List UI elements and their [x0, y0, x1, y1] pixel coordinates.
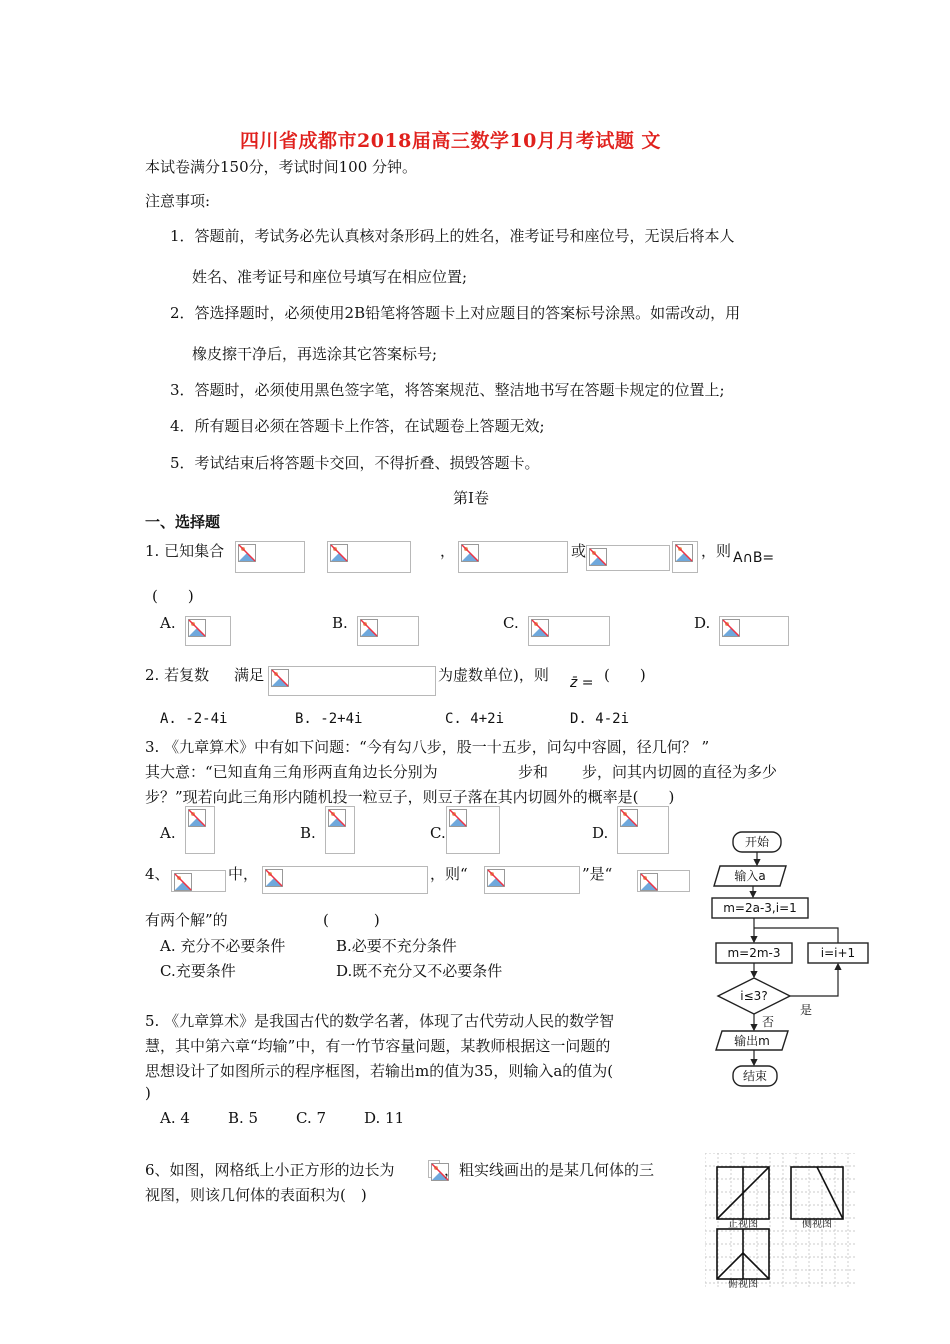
q4-formula-b	[262, 866, 428, 894]
notice-item-1: 1．答题前，考试务必先认真核对条形码上的姓名，准考证号和座位号，无误后将本人	[170, 227, 735, 245]
q1-option-d-label: D.	[694, 614, 711, 632]
q4-formula-a	[171, 870, 226, 892]
broken-image-icon	[640, 873, 658, 891]
q4-lead: 4、	[145, 865, 170, 883]
q5-option-d: D. 11	[364, 1109, 405, 1127]
q5-line-1: 5. 《九章算术》是我国古代的数学名著，体现了古代劳动人民的数学智	[145, 1012, 615, 1030]
q4-line-2: 有两个解”的	[145, 911, 228, 929]
side-view-diagonal	[817, 1167, 843, 1219]
broken-image-icon	[271, 669, 289, 687]
program-flowchart	[708, 828, 874, 1098]
broken-image-icon	[330, 544, 348, 562]
broken-image-icon	[487, 869, 505, 887]
q2-option-c: C. 4+2i	[445, 711, 505, 727]
q1-formula-b	[327, 541, 411, 573]
flow-start-text: 开始	[744, 835, 770, 849]
q1-option-a-formula	[185, 616, 231, 646]
q2-answer-paren: ( )	[604, 666, 646, 684]
q3-option-d-label: D.	[592, 824, 609, 842]
q3-line-2c: 步，问其内切圆的直径为多少	[582, 763, 778, 781]
q1-formula-c	[458, 541, 568, 573]
broken-image-icon	[188, 619, 206, 637]
q1-expression: A∩B=	[733, 550, 775, 566]
q3-option-d-formula	[617, 806, 669, 854]
q4-option-c: C.充要条件	[160, 962, 236, 980]
section-heading: 一、选择题	[145, 513, 221, 531]
q1-comma: ，	[440, 542, 456, 560]
q4-formula-d	[637, 870, 690, 892]
q1-option-a-label: A.	[160, 614, 176, 632]
q2-zbar: z̄ =	[570, 675, 594, 691]
q3-option-a-label: A.	[160, 824, 176, 842]
flow-init-text: m=2a-3,i=1	[723, 901, 797, 915]
q5-line-3: 思想设计了如图所示的程序框图，若输出m的值为35，则输入a的值为(	[145, 1062, 614, 1080]
broken-image-icon	[620, 809, 638, 827]
intro-text: 本试卷满分150分，考试时间100 分钟。	[145, 158, 418, 176]
q1-formula-e	[672, 541, 698, 573]
q5-option-c: C. 7	[296, 1109, 327, 1127]
q2-lead: 2. 若复数	[145, 666, 210, 684]
q1-option-c-label: C.	[503, 614, 519, 632]
q1-option-b-label: B.	[332, 614, 348, 632]
broken-image-icon	[188, 809, 206, 827]
flow-no-text: 否	[761, 1015, 775, 1029]
q2-option-b: B. -2+4i	[295, 711, 363, 727]
q3-line-1: 3. 《九章算术》中有如下问题：“今有勾八步，股一十五步，问勾中容圆，径几何？ ”	[145, 738, 710, 756]
q3-line-2a: 其大意：“已知直角三角形两直角边长分别为	[145, 763, 438, 781]
q5-option-b: B. 5	[228, 1109, 259, 1127]
q1-formula-d	[586, 545, 670, 571]
flow-end-text: 结束	[742, 1069, 768, 1083]
q1-option-b-formula	[357, 616, 419, 646]
volume-label: 第Ⅰ卷	[453, 489, 489, 507]
notice-heading: 注意事项:	[145, 192, 211, 210]
notice-item-5: 5．考试结束后将答题卡交回，不得折叠、损毁答题卡。	[170, 454, 540, 472]
flow-input-text: 输入a	[734, 869, 766, 883]
q4-option-a: A. 充分不必要条件	[160, 937, 286, 955]
broken-image-icon	[265, 869, 283, 887]
q1-option-d-formula	[719, 616, 789, 646]
q5-option-a: A. 4	[160, 1109, 190, 1127]
side-view-label: 侧视图	[802, 1219, 832, 1230]
q2-tail: 为虚数单位)，则	[438, 666, 549, 684]
front-view-label: 正视图	[728, 1219, 758, 1230]
broken-image-icon	[589, 548, 607, 566]
q3-option-b-formula	[325, 806, 355, 854]
q2-option-d: D. 4-2i	[570, 711, 630, 727]
q1-formula-a	[235, 541, 305, 573]
q3-option-c-label: C.	[430, 824, 446, 842]
broken-image-icon	[675, 544, 693, 562]
top-view-label: 俯视图	[728, 1279, 758, 1289]
q1-or: 或	[571, 542, 587, 560]
q1-option-c-formula	[528, 616, 610, 646]
notice-item-1-cont: 姓名、准考证号和座位号填写在相应位置;	[192, 268, 468, 286]
q4-option-d: D.既不充分又不必要条件	[336, 962, 503, 980]
broken-image-icon	[461, 544, 479, 562]
q3-option-b-label: B.	[300, 824, 316, 842]
q5-line-2: 慧，其中第六章“均输”中，有一竹节容量问题，某教师根据这一问题的	[145, 1037, 611, 1055]
q1-answer-paren: ( )	[152, 587, 194, 605]
broken-image-icon	[360, 619, 378, 637]
q4-answer-paren: ( )	[323, 911, 380, 929]
q4-formula-c	[484, 866, 580, 894]
broken-image-icon	[328, 809, 346, 827]
flow-output-text: 输出m	[734, 1034, 770, 1048]
q4-then: ，则“	[430, 865, 468, 883]
notice-item-2-cont: 橡皮擦干净后，再选涂其它答案标号;	[192, 345, 438, 363]
broken-image-icon	[449, 809, 467, 827]
q3-line-3: 步？”现若向此三角形内随机投一粒豆子，则豆子落在其内切圆外的概率是( )	[145, 788, 675, 806]
broken-image-icon	[722, 619, 740, 637]
flow-cond-text: i≤3?	[740, 989, 768, 1003]
q1-lead: 1. 已知集合	[145, 542, 225, 560]
page-title: 四川省成都市2018届高三数学10月月考试题 文	[240, 130, 661, 152]
q6-line-1a: 6、如图，网格纸上小正方形的边长为	[145, 1161, 395, 1179]
q4-is: ”是“	[582, 865, 613, 883]
q6-formula	[428, 1160, 440, 1178]
q2-option-a: A. -2-4i	[160, 711, 228, 727]
broken-image-icon	[238, 544, 256, 562]
three-views-figure	[705, 1153, 855, 1289]
notice-item-3: 3．答题时，必须使用黑色签字笔，将答案规范、整洁地书写在答题卡规定的位置上;	[170, 381, 725, 399]
flow-inc-text: i=i+1	[820, 946, 856, 960]
broken-image-icon	[174, 873, 192, 891]
q5-line-4: )	[145, 1084, 151, 1102]
q3-option-a-formula	[185, 806, 215, 854]
q4-option-b: B.必要不充分条件	[336, 937, 457, 955]
q2-formula	[268, 666, 436, 696]
q6-line-2: 视图，则该几何体的表面积为( )	[145, 1186, 367, 1204]
q4-mid: 中，	[228, 865, 259, 883]
notice-item-2: 2．答选择题时，必须使用2B铅笔将答题卡上对应题目的答案标号涂黑。如需改动，用	[170, 304, 741, 322]
q1-then: ，则	[701, 542, 732, 560]
flow-step-text: m=2m-3	[727, 946, 781, 960]
q3-option-c-formula	[446, 806, 500, 854]
q3-line-2b: 步和	[518, 763, 549, 781]
notice-item-4: 4．所有题目必须在答题卡上作答，在试题卷上答题无效;	[170, 417, 545, 435]
q2-satisfy: 满足	[234, 666, 265, 684]
flow-yes-text: 是	[799, 1003, 813, 1017]
broken-image-icon	[531, 619, 549, 637]
q6-line-1b: ，粗实线画出的是某几何体的三	[444, 1161, 655, 1179]
